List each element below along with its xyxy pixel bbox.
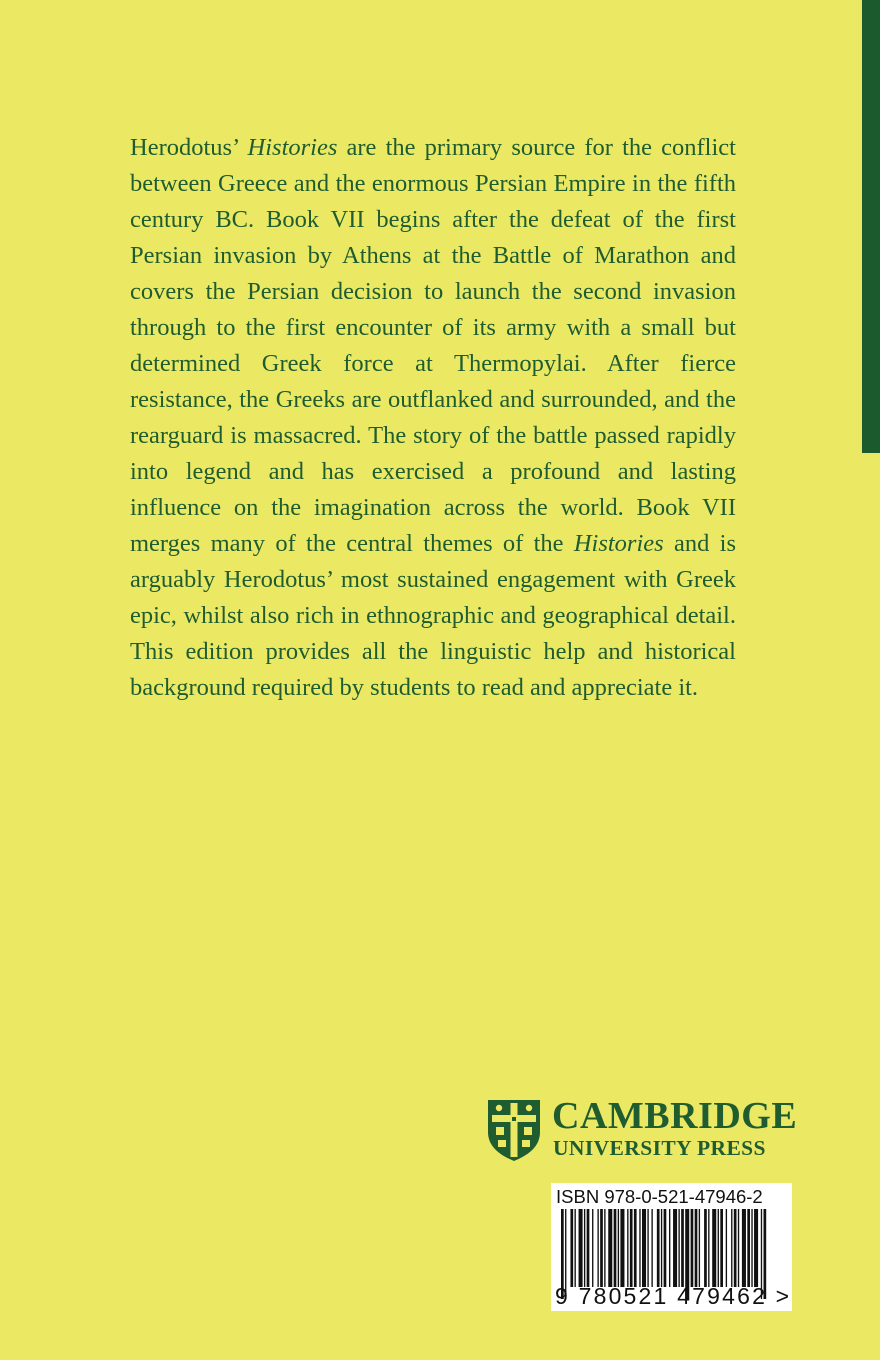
barcode-stripe [695, 1209, 698, 1287]
barcode-stripe [699, 1209, 700, 1287]
blurb-text-2: are the primary source for the conflict between Greece and the enormous Persian Empire in the fifth century BC. Book VII begins after the defeat of the first Persian invasion by Athens at the Battle of Marathon and covers the Persian decision to launch the second invasion through to the first encounter of its army with a small but determined Greek force at Thermopylai. After fierce resistance, the Greeks are outflanked and surrounded, and the rearguard is massacred. The story of the battle passed rapidly into legend and has exercised a profound and lasting influence on the imagination across the world. Book VII merges many of the central themes of the [130, 134, 736, 557]
barcode-stripe [630, 1209, 633, 1287]
barcode-stripe [620, 1209, 624, 1287]
barcode-stripe [664, 1209, 667, 1287]
barcode-stripe [634, 1209, 637, 1287]
barcode-stripe [678, 1209, 679, 1287]
barcode-stripe [597, 1209, 598, 1287]
barcode-stripe [747, 1209, 750, 1287]
publisher-logo [486, 1096, 806, 1162]
barcode-stripe [608, 1209, 612, 1287]
barcode-stripe [661, 1209, 662, 1287]
barcode-stripe [584, 1209, 585, 1287]
barcode-stripe [726, 1209, 727, 1287]
barcode-stripe [579, 1209, 583, 1287]
barcode-stripe [718, 1209, 719, 1287]
barcode-stripe [604, 1209, 605, 1287]
barcode-stripe [720, 1209, 723, 1287]
publisher-subname: UNIVERSITY PRESS [553, 1136, 766, 1160]
blurb-title-italic-1: Histories [247, 134, 338, 161]
barcode-stripe [575, 1209, 576, 1287]
barcode-stripe [681, 1209, 684, 1287]
barcode-stripe [614, 1209, 617, 1287]
barcode-stripe [651, 1209, 652, 1287]
barcode-stripe [751, 1209, 752, 1287]
barcode-stripe [627, 1209, 628, 1287]
barcode-stripe [570, 1209, 573, 1287]
barcode-stripe [731, 1209, 732, 1287]
barcode-stripe [639, 1209, 640, 1287]
barcode-stripe [642, 1209, 646, 1287]
isbn-label: ISBN 978-0-521-47946-2 [556, 1186, 763, 1207]
barcode-stripe [742, 1209, 746, 1287]
barcode-stripe [669, 1209, 670, 1287]
ean-digits: 9 780521 479462 > [555, 1283, 792, 1309]
barcode-stripe [647, 1209, 648, 1287]
barcode-stripe [691, 1209, 694, 1287]
barcode-stripe [673, 1209, 677, 1287]
spine-stripe [862, 0, 880, 453]
barcode-stripe [592, 1209, 593, 1287]
barcode-stripe [738, 1209, 739, 1287]
barcode-stripe [712, 1209, 716, 1287]
barcode-stripe [754, 1209, 758, 1287]
barcode-stripe [657, 1209, 660, 1287]
back-cover-blurb [130, 130, 736, 706]
barcode-stripe [708, 1209, 709, 1287]
blurb-text-1: Herodotus’ [130, 134, 248, 161]
barcode-stripe [600, 1209, 603, 1287]
barcode-stripe [734, 1209, 737, 1287]
cambridge-shield-icon [486, 1098, 542, 1162]
blurb-text-3: and is arguably Herodotus’ most sustained engagement with Greek epic, whilst also rich in ethnographic and geographical detail. This edition provides all the linguistic help and historical background required by students to read and appreciate it. [130, 530, 736, 701]
blurb-title-italic-2: Histories [573, 530, 664, 557]
isbn-barcode [551, 1183, 792, 1311]
barcode-stripe [618, 1209, 619, 1287]
barcode-stripe [587, 1209, 590, 1287]
barcode-stripe [704, 1209, 707, 1287]
publisher-name: CAMBRIDGE [552, 1095, 798, 1137]
